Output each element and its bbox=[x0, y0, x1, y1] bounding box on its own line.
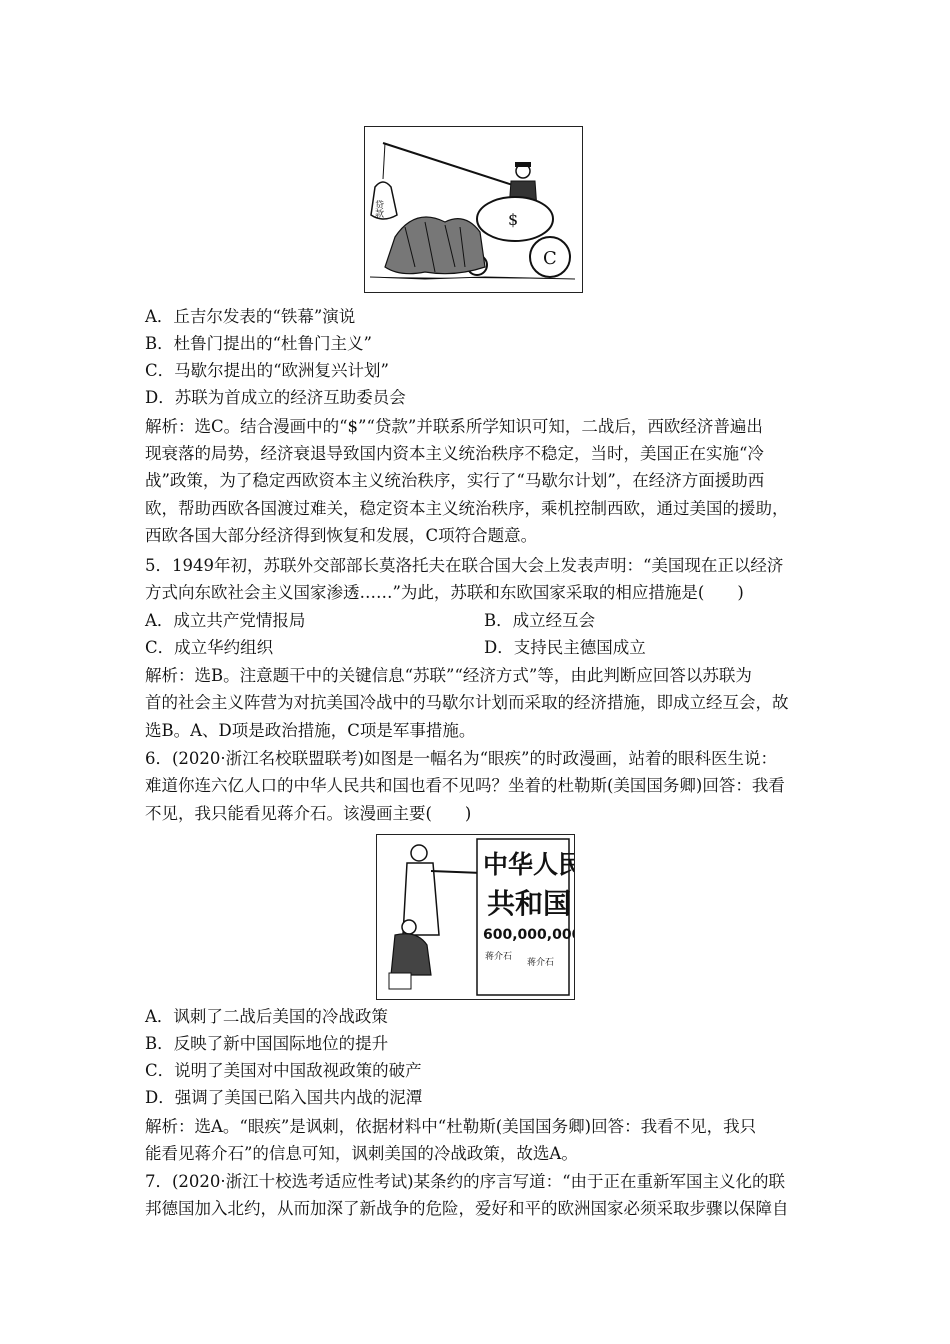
q4-option-d: D．苏联为首成立的经济互助委员会 bbox=[145, 388, 406, 407]
q6-analysis-line: 能看见蒋介石”的信息可知，讽刺美国的冷战政策，故选A。 bbox=[145, 1144, 578, 1163]
q4-analysis-line: 欧，帮助西欧各国渡过难关，稳定资本主义统治秩序，乘机控制西欧，通过美国的援助， bbox=[145, 499, 789, 518]
cartoon-eye-disease-illustration bbox=[377, 835, 574, 999]
q4-option-b: B．杜鲁门提出的“杜鲁门主义” bbox=[145, 334, 372, 353]
q5-option-b: B．成立经互会 bbox=[484, 611, 596, 630]
cartoon-loan-illustration bbox=[365, 127, 582, 292]
q5-option-a: A．成立共产党情报局 bbox=[145, 611, 306, 630]
q4-option-a: A．丘吉尔发表的“铁幕”演说 bbox=[145, 307, 356, 326]
q7-stem-line: 7．(2020·浙江十校选考适应性考试)某条约的序言写道：“由于正在重新军国主义化的联 bbox=[145, 1172, 786, 1191]
board-line-1: 中华人民 bbox=[483, 850, 574, 879]
board-line-2: 共和国 bbox=[487, 887, 572, 920]
q6-option-d: D．强调了美国已陷入国共内战的泥潭 bbox=[145, 1088, 423, 1107]
q6-stem-line: 难道你连六亿人口的中华人民共和国也看不见吗？坐着的杜勒斯(美国国务卿)回答：我看 bbox=[145, 776, 785, 795]
q6-analysis-line: 解析：选A。“眼疾”是讽刺，依据材料中“杜勒斯(美国国务卿)回答：我看不见，我只 bbox=[145, 1117, 757, 1136]
q4-analysis-line: 现衰落的局势，经济衰退导致国内资本主义统治秩序不稳定，当时，美国正在实施“冷 bbox=[145, 444, 764, 463]
board-name-b: 蒋介石 bbox=[527, 958, 555, 968]
q5-option-d: D．支持民主德国成立 bbox=[484, 638, 646, 657]
loan-bag-label: 贷款 bbox=[373, 200, 383, 218]
q4-analysis-line: 西欧各国大部分经济得到恢复和发展，C项符合题意。 bbox=[145, 526, 538, 545]
q5-stem-line: 5．1949年初，苏联外交部部长莫洛托夫在联合国大会上发表声明：“美国现在正以经济 bbox=[145, 556, 784, 575]
q5-analysis-line: 首的社会主义阵营为对抗美国冷战中的马歇尔计划而采取的经济措施，即成立经互会，故 bbox=[145, 693, 789, 712]
q5-analysis-line: 解析：选B。注意题干中的关键信息“苏联”“经济方式”等，由此判断应回答以苏联为 bbox=[145, 666, 752, 685]
q5-option-c: C．成立华约组织 bbox=[145, 638, 274, 657]
q4-analysis-line: 战”政策，为了稳定西欧资本主义统治秩序，实行了“马歇尔计划”，在经济方面援助西 bbox=[145, 471, 765, 490]
q6-stem-line: 6．(2020·浙江名校联盟联考)如图是一幅名为“眼疾”的时政漫画，站着的眼科医生说： bbox=[145, 749, 777, 768]
q4-analysis-line: 解析：选C。结合漫画中的“$”“贷款”并联系所学知识可知，二战后，西欧经济普遍出 bbox=[145, 417, 763, 436]
q6-option-a: A．讽刺了二战后美国的冷战政策 bbox=[145, 1007, 388, 1026]
cartoon-eye-disease-figure bbox=[376, 834, 575, 1000]
dollar-symbol: $ bbox=[508, 210, 519, 229]
q6-option-c: C．说明了美国对中国敌视政策的破产 bbox=[145, 1061, 422, 1080]
wheel-letter: C bbox=[543, 248, 557, 269]
cartoon-loan-figure bbox=[364, 126, 583, 293]
board-name-a: 蒋介石 bbox=[485, 952, 513, 962]
q7-stem-line: 邦德国加入北约，从而加深了新战争的危险，爱好和平的欧洲国家必须采取步骤以保障自 bbox=[145, 1199, 789, 1218]
q6-stem-line: 不见，我只能看见蒋介石。该漫画主要( ) bbox=[145, 804, 472, 823]
q6-option-b: B．反映了新中国国际地位的提升 bbox=[145, 1034, 389, 1053]
board-number: 600,000,000 bbox=[483, 927, 574, 943]
q5-stem-line: 方式向东欧社会主义国家渗透……”为此，苏联和东欧国家采取的相应措施是( ) bbox=[145, 583, 744, 602]
q4-option-c: C．马歇尔提出的“欧洲复兴计划” bbox=[145, 361, 389, 380]
q5-analysis-line: 选B。A、D项是政治措施，C项是军事措施。 bbox=[145, 721, 476, 740]
